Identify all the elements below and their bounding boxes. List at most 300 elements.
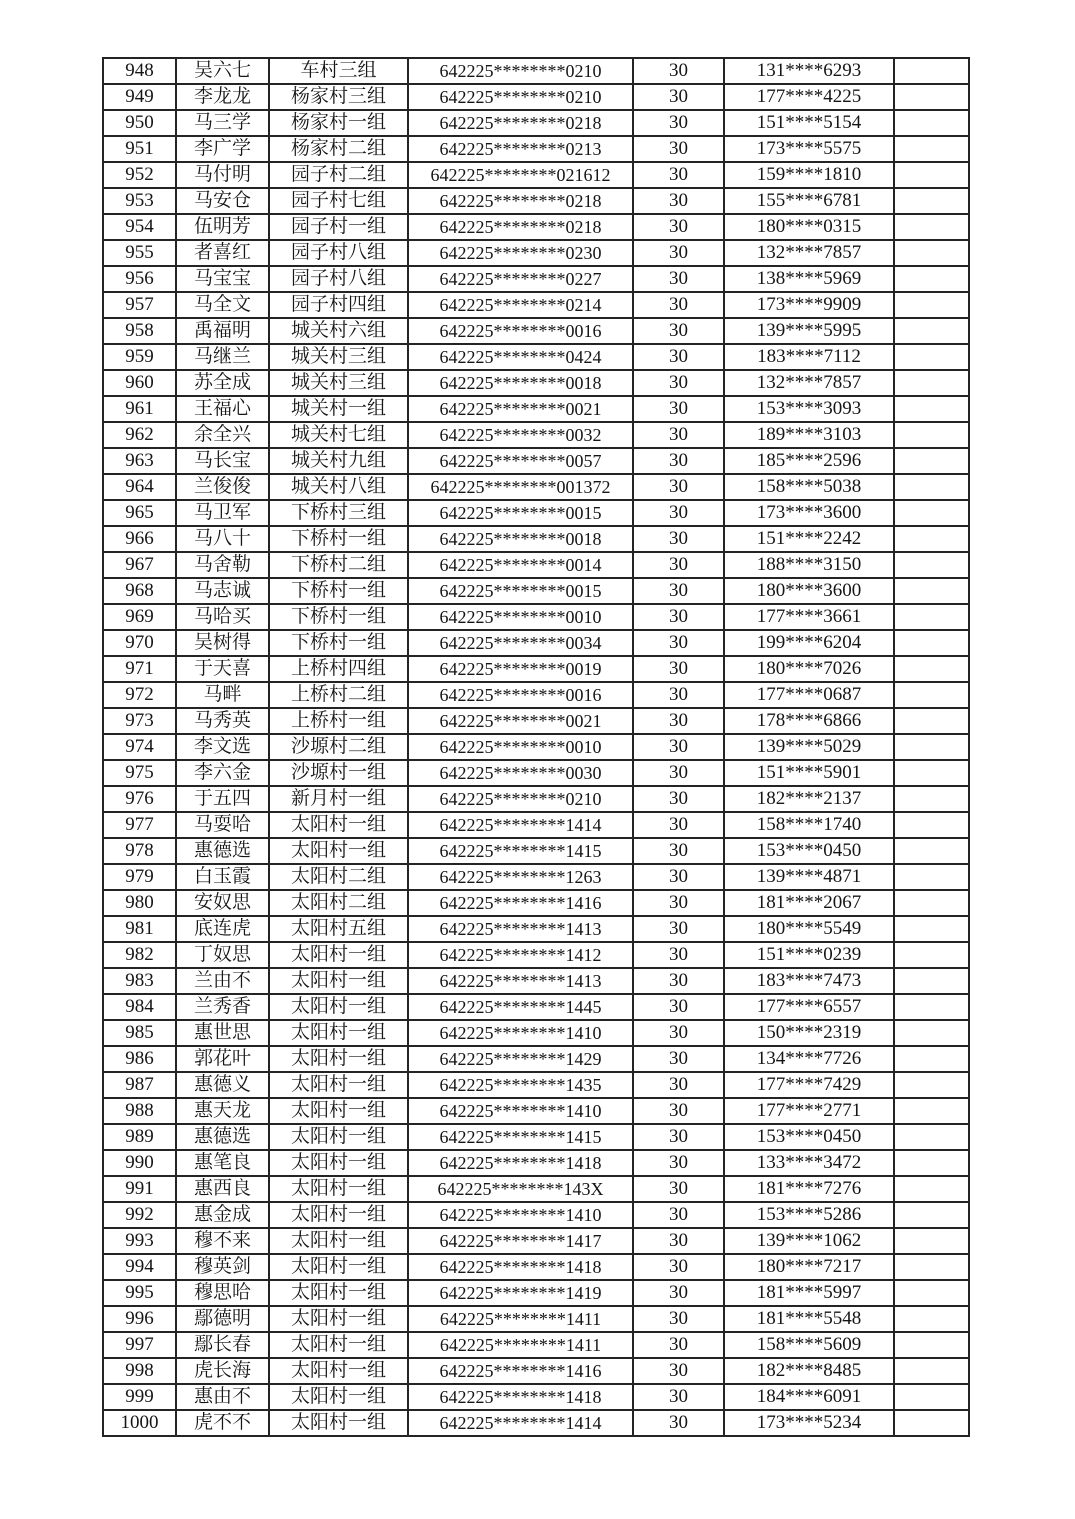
cell-remark (894, 474, 969, 500)
cell-phone: 199****6204 (724, 630, 894, 656)
table-row (103, 344, 969, 370)
cell-remark (894, 240, 969, 266)
cell-row-number: 987 (103, 1072, 176, 1098)
cell-remark (894, 422, 969, 448)
cell-amount: 30 (633, 630, 724, 656)
cell-row-number: 969 (103, 604, 176, 630)
table-row (103, 916, 969, 942)
cell-amount: 30 (633, 1306, 724, 1332)
cell-amount: 30 (633, 240, 724, 266)
cell-id-number: 642225********1263 (408, 864, 633, 890)
cell-remark (894, 786, 969, 812)
cell-row-number: 965 (103, 500, 176, 526)
cell-remark (894, 344, 969, 370)
table-row (103, 448, 969, 474)
cell-phone: 139****1062 (724, 1228, 894, 1254)
cell-name: 白玉霞 (176, 864, 269, 890)
cell-name: 马全文 (176, 292, 269, 318)
cell-remark (894, 552, 969, 578)
table-row (103, 1098, 969, 1124)
table-row (103, 630, 969, 656)
table-row (103, 1280, 969, 1306)
cell-id-number: 642225********0034 (408, 630, 633, 656)
cell-phone: 181****2067 (724, 890, 894, 916)
cell-remark (894, 890, 969, 916)
cell-id-number: 642225********1429 (408, 1046, 633, 1072)
cell-amount: 30 (633, 916, 724, 942)
cell-phone: 173****3600 (724, 500, 894, 526)
cell-amount: 30 (633, 1124, 724, 1150)
cell-remark (894, 370, 969, 396)
cell-id-number: 642225********1415 (408, 838, 633, 864)
cell-phone: 134****7726 (724, 1046, 894, 1072)
cell-row-number: 954 (103, 214, 176, 240)
cell-amount: 30 (633, 1020, 724, 1046)
cell-village-group: 太阳村一组 (269, 838, 408, 864)
cell-phone: 181****7276 (724, 1176, 894, 1202)
table-row (103, 838, 969, 864)
cell-phone: 185****2596 (724, 448, 894, 474)
cell-remark (894, 838, 969, 864)
cell-remark (894, 656, 969, 682)
cell-phone: 180****7026 (724, 656, 894, 682)
cell-village-group: 新月村一组 (269, 786, 408, 812)
cell-remark (894, 1410, 969, 1436)
cell-remark (894, 1046, 969, 1072)
cell-remark (894, 1098, 969, 1124)
cell-remark (894, 136, 969, 162)
cell-row-number: 1000 (103, 1410, 176, 1436)
table-row (103, 604, 969, 630)
cell-id-number: 642225********0218 (408, 188, 633, 214)
cell-id-number: 642225********0210 (408, 786, 633, 812)
cell-phone: 181****5548 (724, 1306, 894, 1332)
cell-row-number: 966 (103, 526, 176, 552)
cell-village-group: 杨家村三组 (269, 84, 408, 110)
cell-phone: 177****2771 (724, 1098, 894, 1124)
table-row (103, 1046, 969, 1072)
cell-id-number: 642225********1411 (408, 1306, 633, 1332)
cell-remark (894, 1176, 969, 1202)
cell-id-number: 642225********1445 (408, 994, 633, 1020)
cell-id-number: 642225********1410 (408, 1020, 633, 1046)
cell-village-group: 城关村三组 (269, 370, 408, 396)
cell-id-number: 642225********0014 (408, 552, 633, 578)
cell-village-group: 太阳村一组 (269, 1150, 408, 1176)
cell-name: 马耍哈 (176, 812, 269, 838)
cell-phone: 189****3103 (724, 422, 894, 448)
roster-table (102, 57, 970, 1437)
cell-id-number: 642225********0213 (408, 136, 633, 162)
table-row (103, 266, 969, 292)
cell-row-number: 964 (103, 474, 176, 500)
table-row (103, 760, 969, 786)
cell-name: 惠世思 (176, 1020, 269, 1046)
cell-phone: 155****6781 (724, 188, 894, 214)
cell-name: 兰秀香 (176, 994, 269, 1020)
cell-row-number: 972 (103, 682, 176, 708)
cell-amount: 30 (633, 578, 724, 604)
cell-remark (894, 1228, 969, 1254)
cell-id-number: 642225********0032 (408, 422, 633, 448)
cell-phone: 158****1740 (724, 812, 894, 838)
cell-amount: 30 (633, 708, 724, 734)
cell-name: 惠德选 (176, 838, 269, 864)
cell-remark (894, 214, 969, 240)
cell-id-number: 642225********1414 (408, 1410, 633, 1436)
cell-village-group: 太阳村一组 (269, 1280, 408, 1306)
cell-remark (894, 1280, 969, 1306)
cell-phone: 180****5549 (724, 916, 894, 942)
cell-id-number: 642225********0015 (408, 578, 633, 604)
cell-village-group: 杨家村二组 (269, 136, 408, 162)
cell-name: 李龙龙 (176, 84, 269, 110)
cell-amount: 30 (633, 344, 724, 370)
cell-village-group: 上桥村一组 (269, 708, 408, 734)
cell-id-number: 642225********0218 (408, 214, 633, 240)
cell-row-number: 951 (103, 136, 176, 162)
cell-id-number: 642225********001372 (408, 474, 633, 500)
cell-row-number: 953 (103, 188, 176, 214)
cell-amount: 30 (633, 1254, 724, 1280)
cell-amount: 30 (633, 968, 724, 994)
cell-village-group: 杨家村一组 (269, 110, 408, 136)
cell-amount: 30 (633, 136, 724, 162)
cell-amount: 30 (633, 734, 724, 760)
cell-village-group: 太阳村一组 (269, 1254, 408, 1280)
cell-amount: 30 (633, 214, 724, 240)
cell-row-number: 962 (103, 422, 176, 448)
cell-row-number: 956 (103, 266, 176, 292)
cell-amount: 30 (633, 994, 724, 1020)
cell-amount: 30 (633, 1228, 724, 1254)
cell-amount: 30 (633, 890, 724, 916)
cell-name: 王福心 (176, 396, 269, 422)
cell-row-number: 981 (103, 916, 176, 942)
cell-amount: 30 (633, 162, 724, 188)
cell-id-number: 642225********0218 (408, 110, 633, 136)
table-row (103, 318, 969, 344)
cell-remark (894, 526, 969, 552)
cell-phone: 182****8485 (724, 1358, 894, 1384)
cell-id-number: 642225********021612 (408, 162, 633, 188)
table-row (103, 240, 969, 266)
cell-amount: 30 (633, 760, 724, 786)
cell-row-number: 998 (103, 1358, 176, 1384)
table-row (103, 422, 969, 448)
cell-village-group: 城关村六组 (269, 318, 408, 344)
cell-row-number: 958 (103, 318, 176, 344)
cell-village-group: 下桥村三组 (269, 500, 408, 526)
table-row (103, 1228, 969, 1254)
cell-name: 郭花叶 (176, 1046, 269, 1072)
cell-phone: 178****6866 (724, 708, 894, 734)
cell-remark (894, 942, 969, 968)
cell-village-group: 下桥村一组 (269, 526, 408, 552)
cell-remark (894, 630, 969, 656)
table-row (103, 1124, 969, 1150)
cell-village-group: 园子村一组 (269, 214, 408, 240)
cell-phone: 183****7473 (724, 968, 894, 994)
cell-village-group: 下桥村一组 (269, 604, 408, 630)
cell-remark (894, 188, 969, 214)
cell-name: 李六金 (176, 760, 269, 786)
cell-row-number: 988 (103, 1098, 176, 1124)
cell-amount: 30 (633, 1046, 724, 1072)
cell-row-number: 992 (103, 1202, 176, 1228)
cell-remark (894, 1254, 969, 1280)
cell-id-number: 642225********0021 (408, 396, 633, 422)
cell-id-number: 642225********1413 (408, 968, 633, 994)
cell-id-number: 642225********0019 (408, 656, 633, 682)
cell-village-group: 下桥村一组 (269, 630, 408, 656)
cell-name: 惠笔良 (176, 1150, 269, 1176)
cell-remark (894, 110, 969, 136)
cell-remark (894, 266, 969, 292)
cell-name: 马志诚 (176, 578, 269, 604)
cell-name: 底连虎 (176, 916, 269, 942)
cell-id-number: 642225********1412 (408, 942, 633, 968)
cell-remark (894, 1202, 969, 1228)
table-row (103, 786, 969, 812)
cell-amount: 30 (633, 1384, 724, 1410)
table-row (103, 708, 969, 734)
cell-id-number: 642225********1418 (408, 1384, 633, 1410)
cell-phone: 173****9909 (724, 292, 894, 318)
cell-name: 安奴思 (176, 890, 269, 916)
table-row (103, 188, 969, 214)
table-row (103, 1176, 969, 1202)
cell-id-number: 642225********1411 (408, 1332, 633, 1358)
cell-phone: 131****6293 (724, 58, 894, 84)
cell-row-number: 974 (103, 734, 176, 760)
cell-village-group: 下桥村二组 (269, 552, 408, 578)
cell-village-group: 上桥村二组 (269, 682, 408, 708)
cell-amount: 30 (633, 682, 724, 708)
cell-amount: 30 (633, 604, 724, 630)
cell-remark (894, 292, 969, 318)
cell-remark (894, 162, 969, 188)
cell-row-number: 978 (103, 838, 176, 864)
table-row (103, 552, 969, 578)
cell-remark (894, 84, 969, 110)
cell-phone: 180****3600 (724, 578, 894, 604)
cell-row-number: 983 (103, 968, 176, 994)
cell-amount: 30 (633, 864, 724, 890)
cell-amount: 30 (633, 942, 724, 968)
cell-id-number: 642225********1410 (408, 1202, 633, 1228)
cell-amount: 30 (633, 526, 724, 552)
cell-name: 李广学 (176, 136, 269, 162)
cell-amount: 30 (633, 1410, 724, 1436)
cell-id-number: 642225********0010 (408, 734, 633, 760)
cell-amount: 30 (633, 838, 724, 864)
cell-village-group: 城关村一组 (269, 396, 408, 422)
cell-village-group: 沙塬村二组 (269, 734, 408, 760)
cell-id-number: 642225********1416 (408, 1358, 633, 1384)
cell-id-number: 642225********0214 (408, 292, 633, 318)
cell-name: 于天喜 (176, 656, 269, 682)
table-row (103, 292, 969, 318)
cell-amount: 30 (633, 1202, 724, 1228)
cell-phone: 153****0450 (724, 838, 894, 864)
cell-row-number: 997 (103, 1332, 176, 1358)
cell-row-number: 986 (103, 1046, 176, 1072)
cell-amount: 30 (633, 84, 724, 110)
cell-village-group: 太阳村一组 (269, 1176, 408, 1202)
cell-amount: 30 (633, 448, 724, 474)
cell-id-number: 642225********143X (408, 1176, 633, 1202)
cell-name: 兰俊俊 (176, 474, 269, 500)
cell-phone: 180****0315 (724, 214, 894, 240)
cell-phone: 151****5901 (724, 760, 894, 786)
table-row (103, 370, 969, 396)
cell-remark (894, 1384, 969, 1410)
cell-phone: 153****3093 (724, 396, 894, 422)
cell-village-group: 园子村七组 (269, 188, 408, 214)
cell-amount: 30 (633, 1280, 724, 1306)
cell-row-number: 960 (103, 370, 176, 396)
cell-row-number: 952 (103, 162, 176, 188)
cell-remark (894, 1124, 969, 1150)
cell-village-group: 太阳村五组 (269, 916, 408, 942)
cell-village-group: 太阳村一组 (269, 1358, 408, 1384)
cell-village-group: 城关村八组 (269, 474, 408, 500)
cell-amount: 30 (633, 1150, 724, 1176)
cell-name: 马八十 (176, 526, 269, 552)
cell-amount: 30 (633, 1098, 724, 1124)
cell-village-group: 太阳村一组 (269, 1072, 408, 1098)
cell-name: 丁奴思 (176, 942, 269, 968)
cell-remark (894, 916, 969, 942)
table-row (103, 526, 969, 552)
cell-village-group: 太阳村一组 (269, 1098, 408, 1124)
cell-name: 惠天龙 (176, 1098, 269, 1124)
cell-phone: 151****5154 (724, 110, 894, 136)
cell-amount: 30 (633, 474, 724, 500)
cell-id-number: 642225********1418 (408, 1150, 633, 1176)
cell-village-group: 园子村二组 (269, 162, 408, 188)
table-row (103, 1020, 969, 1046)
cell-remark (894, 1020, 969, 1046)
cell-name: 吴树得 (176, 630, 269, 656)
cell-phone: 181****5997 (724, 1280, 894, 1306)
cell-village-group: 太阳村一组 (269, 812, 408, 838)
table-row (103, 214, 969, 240)
cell-name: 苏全成 (176, 370, 269, 396)
cell-village-group: 园子村八组 (269, 266, 408, 292)
cell-amount: 30 (633, 266, 724, 292)
cell-name: 马继兰 (176, 344, 269, 370)
table-row (103, 1254, 969, 1280)
cell-phone: 139****4871 (724, 864, 894, 890)
cell-id-number: 642225********0424 (408, 344, 633, 370)
cell-remark (894, 58, 969, 84)
cell-id-number: 642225********1419 (408, 1280, 633, 1306)
cell-phone: 184****6091 (724, 1384, 894, 1410)
cell-village-group: 太阳村一组 (269, 1410, 408, 1436)
cell-amount: 30 (633, 318, 724, 344)
cell-amount: 30 (633, 500, 724, 526)
cell-village-group: 上桥村四组 (269, 656, 408, 682)
cell-phone: 183****7112 (724, 344, 894, 370)
cell-remark (894, 708, 969, 734)
cell-name: 惠德义 (176, 1072, 269, 1098)
cell-row-number: 950 (103, 110, 176, 136)
cell-remark (894, 448, 969, 474)
cell-row-number: 961 (103, 396, 176, 422)
table-row (103, 812, 969, 838)
cell-phone: 138****5969 (724, 266, 894, 292)
cell-id-number: 642225********0021 (408, 708, 633, 734)
cell-name: 马舍勒 (176, 552, 269, 578)
cell-id-number: 642225********0030 (408, 760, 633, 786)
cell-name: 惠西良 (176, 1176, 269, 1202)
cell-village-group: 太阳村一组 (269, 994, 408, 1020)
cell-remark (894, 1150, 969, 1176)
table-row (103, 942, 969, 968)
cell-id-number: 642225********0015 (408, 500, 633, 526)
table-row (103, 1202, 969, 1228)
cell-village-group: 城关村九组 (269, 448, 408, 474)
cell-village-group: 园子村八组 (269, 240, 408, 266)
cell-id-number: 642225********0018 (408, 526, 633, 552)
cell-remark (894, 396, 969, 422)
table-row (103, 864, 969, 890)
cell-phone: 158****5609 (724, 1332, 894, 1358)
table-row (103, 162, 969, 188)
cell-village-group: 太阳村一组 (269, 1384, 408, 1410)
cell-remark (894, 812, 969, 838)
table-row (103, 110, 969, 136)
cell-phone: 177****6557 (724, 994, 894, 1020)
cell-village-group: 太阳村一组 (269, 1124, 408, 1150)
cell-name: 兰由不 (176, 968, 269, 994)
cell-name: 马付明 (176, 162, 269, 188)
cell-village-group: 下桥村一组 (269, 578, 408, 604)
cell-phone: 153****0450 (724, 1124, 894, 1150)
table-row (103, 890, 969, 916)
cell-name: 马安仓 (176, 188, 269, 214)
cell-remark (894, 968, 969, 994)
cell-id-number: 642225********0016 (408, 318, 633, 344)
cell-row-number: 959 (103, 344, 176, 370)
cell-name: 鄢德明 (176, 1306, 269, 1332)
cell-row-number: 982 (103, 942, 176, 968)
cell-amount: 30 (633, 396, 724, 422)
cell-phone: 177****4225 (724, 84, 894, 110)
table-body (103, 58, 969, 1436)
cell-village-group: 太阳村一组 (269, 1332, 408, 1358)
table-row (103, 84, 969, 110)
cell-phone: 132****7857 (724, 240, 894, 266)
table-row (103, 474, 969, 500)
cell-village-group: 太阳村二组 (269, 890, 408, 916)
cell-name: 李文选 (176, 734, 269, 760)
cell-name: 虎长海 (176, 1358, 269, 1384)
cell-id-number: 642225********0057 (408, 448, 633, 474)
cell-name: 伍明芳 (176, 214, 269, 240)
cell-phone: 150****2319 (724, 1020, 894, 1046)
cell-id-number: 642225********0230 (408, 240, 633, 266)
table-row (103, 994, 969, 1020)
cell-name: 马秀英 (176, 708, 269, 734)
table-row (103, 1358, 969, 1384)
cell-name: 鄢长春 (176, 1332, 269, 1358)
cell-row-number: 996 (103, 1306, 176, 1332)
cell-phone: 173****5234 (724, 1410, 894, 1436)
cell-village-group: 沙塬村一组 (269, 760, 408, 786)
